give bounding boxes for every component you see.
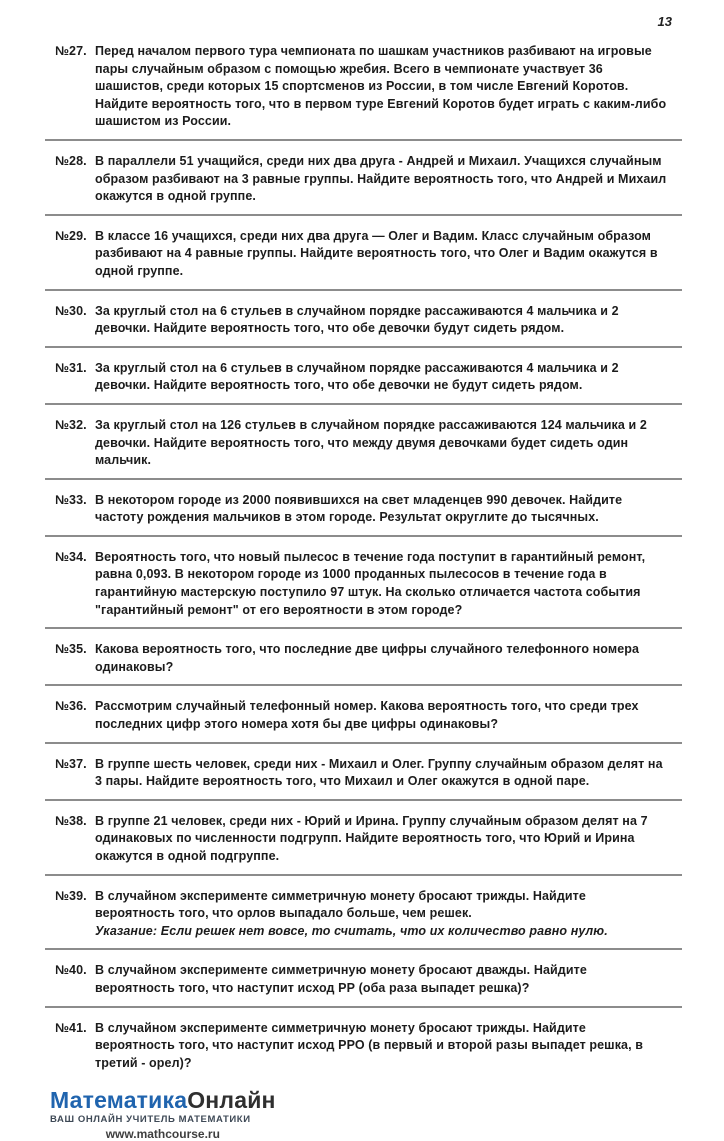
problem-body bbox=[95, 1020, 668, 1073]
problem-item bbox=[45, 877, 682, 948]
problem-body bbox=[95, 756, 668, 791]
problem-number: №28. bbox=[55, 153, 87, 168]
problem-text: За круглый стол на 6 стульев в случайном порядке рассаживаются 4 мальчика и 2 девочки. Найдите вероятность того, что обе девочки не будут сидеть рядом. bbox=[95, 360, 619, 393]
problem-number: №32. bbox=[55, 417, 87, 432]
problem-number: №36. bbox=[55, 699, 87, 714]
problem-body bbox=[95, 549, 668, 619]
problem-number: №27. bbox=[55, 44, 87, 58]
problem-body bbox=[95, 698, 668, 733]
problem-text: Рассмотрим случайный телефонный номер. Какова вероятность того, что среди трех последних цифр этого номера хотя бы две цифры одинаковы? bbox=[95, 699, 639, 732]
page-number: 13 bbox=[657, 14, 672, 29]
problem-item bbox=[45, 630, 682, 683]
problem-body bbox=[95, 492, 668, 527]
problem-divider bbox=[45, 799, 682, 801]
problem-divider bbox=[45, 214, 682, 216]
problem-body bbox=[95, 43, 668, 131]
problem-note: Указание: Если решек нет вовсе, то считать, что их количество равно нулю. bbox=[95, 923, 608, 938]
problem-item bbox=[45, 481, 682, 534]
problem-text: В группе 21 человек, среди них - Юрий и Ирина. Группу случайным образом делят на 7 одинаковых по численности подгрупп. Найдите вероятность того, что Юрий и Ирина окажутся в одной подгруппе. bbox=[95, 813, 648, 863]
problem-item bbox=[45, 745, 682, 798]
problem-body bbox=[95, 303, 668, 338]
brand-name-secondary: Онлайн bbox=[187, 1087, 276, 1114]
problem-item bbox=[45, 538, 682, 626]
problem-body bbox=[95, 153, 668, 206]
problem-divider bbox=[45, 684, 682, 686]
problem-body bbox=[95, 813, 668, 866]
problem-number: №37. bbox=[55, 756, 87, 771]
problem-item bbox=[45, 217, 682, 288]
brand-name-primary: Математика bbox=[50, 1087, 188, 1114]
problem-item bbox=[45, 406, 682, 477]
problem-text: В случайном эксперименте симметричную монету бросают трижды. Найдите вероятность того, что наступит исход РРО (в первый и второй разы выпадет решка, в третий - орел)? bbox=[95, 1020, 644, 1070]
problem-body bbox=[95, 641, 668, 676]
problem-number: №29. bbox=[55, 228, 87, 243]
problem-body bbox=[95, 962, 668, 997]
problem-number: №35. bbox=[55, 642, 87, 657]
problem-text: В случайном эксперименте симметричную монету бросают дважды. Найдите вероятность того, что наступит исход РР (оба раза выпадет решка)? bbox=[95, 963, 587, 995]
brand-logo bbox=[50, 1087, 276, 1113]
footer-logo-block bbox=[50, 1087, 276, 1141]
problem-text: В группе шесть человек, среди них - Михаил и Олег. Группу случайным образом делят на 3 пары. Найдите вероятность того, что Михаил и Олег окажутся в одной паре. bbox=[95, 756, 663, 789]
problem-text: За круглый стол на 126 стульев в случайном порядке рассаживаются 124 мальчика и 2 девочки. Найдите вероятность того, что между двумя девочками будет сидеть один мальчик. bbox=[95, 417, 647, 468]
problem-divider bbox=[45, 948, 682, 950]
problem-divider bbox=[45, 346, 682, 348]
problem-text: В некотором городе из 2000 появившихся на свет младенцев 990 девочек. Найдите частоту рождения мальчиков в этом городе. Результат округлите до тысячных. bbox=[95, 492, 623, 525]
problem-divider bbox=[45, 535, 682, 537]
problem-item bbox=[45, 142, 682, 213]
problem-text: Перед началом первого тура чемпионата по шашкам участников разбивают на игровые пары случайным образом с помощью жребия. Всего в чемпионате участвует 36 шашистов, среди которых 15 спортсменов из России, в том числе Евгений Коротов. Найдите вероятность того, что в первом туре Евгений Коротов будет играть с каким-либо шашистом из России. bbox=[95, 44, 667, 129]
problem-number: №39. bbox=[55, 888, 87, 903]
problem-number: №40. bbox=[55, 963, 87, 978]
problem-item bbox=[45, 349, 682, 402]
problem-number: №31. bbox=[55, 360, 87, 375]
problem-text: Какова вероятность того, что последние две цифры случайного телефонного номера одинаковы? bbox=[95, 642, 640, 674]
problem-number: №33. bbox=[55, 492, 87, 507]
problem-divider bbox=[45, 139, 682, 141]
problem-divider bbox=[45, 403, 682, 405]
problem-item bbox=[45, 687, 682, 740]
problem-number: №30. bbox=[55, 303, 87, 318]
problem-divider bbox=[45, 478, 682, 480]
problem-text: В параллели 51 учащийся, среди них два друга - Андрей и Михаил. Учащихся случайным образом разбивают на 3 равные группы. Найдите вероятность того, что Андрей и Михаил окажутся в одной группе. bbox=[95, 153, 667, 204]
problem-text: В классе 16 учащихся, среди них два друга — Олег и Вадим. Класс случайным образом разбивают на 4 равные группы. Найдите вероятность того, что Олег и Вадим окажутся в одной группе. bbox=[95, 228, 658, 278]
problem-divider bbox=[45, 627, 682, 629]
problem-body bbox=[95, 228, 668, 281]
problem-number: №38. bbox=[55, 813, 87, 828]
problem-body bbox=[95, 417, 668, 470]
problem-number: №41. bbox=[55, 1020, 87, 1035]
problem-text: Вероятность того, что новый пылесос в течение года поступит в гарантийный ремонт, равна 0,093. В некотором городе из 1000 проданных пылесосов в течение года в гарантийную мастерскую поступило 97 штук. На сколько отличается частота события "гарантийный ремонт" от его вероятности в этом городе? bbox=[95, 549, 646, 617]
problem-divider bbox=[45, 742, 682, 744]
problem-item bbox=[45, 32, 682, 138]
problem-item bbox=[45, 1009, 682, 1080]
problem-text: За круглый стол на 6 стульев в случайном порядке рассаживаются 4 мальчика и 2 девочки. Найдите вероятность того, что обе девочки будут сидеть рядом. bbox=[95, 303, 619, 336]
site-url-link[interactable]: www.mathcourse.ru bbox=[105, 1127, 220, 1141]
problem-body bbox=[95, 360, 668, 395]
brand-tagline: ВАШ ОНЛАЙН УЧИТЕЛЬ МАТЕМАТИКИ bbox=[50, 1114, 251, 1126]
problem-item bbox=[45, 951, 682, 1004]
problem-text: В случайном эксперименте симметричную монету бросают трижды. Найдите вероятность того, что орлов выпадало больше, чем решек. bbox=[95, 888, 586, 921]
problem-divider bbox=[45, 1006, 682, 1008]
problem-divider bbox=[45, 289, 682, 291]
problem-number: №34. bbox=[55, 549, 87, 564]
problem-body bbox=[95, 888, 668, 941]
problem-item bbox=[45, 292, 682, 345]
problem-item bbox=[45, 802, 682, 873]
problem-divider bbox=[45, 874, 682, 876]
